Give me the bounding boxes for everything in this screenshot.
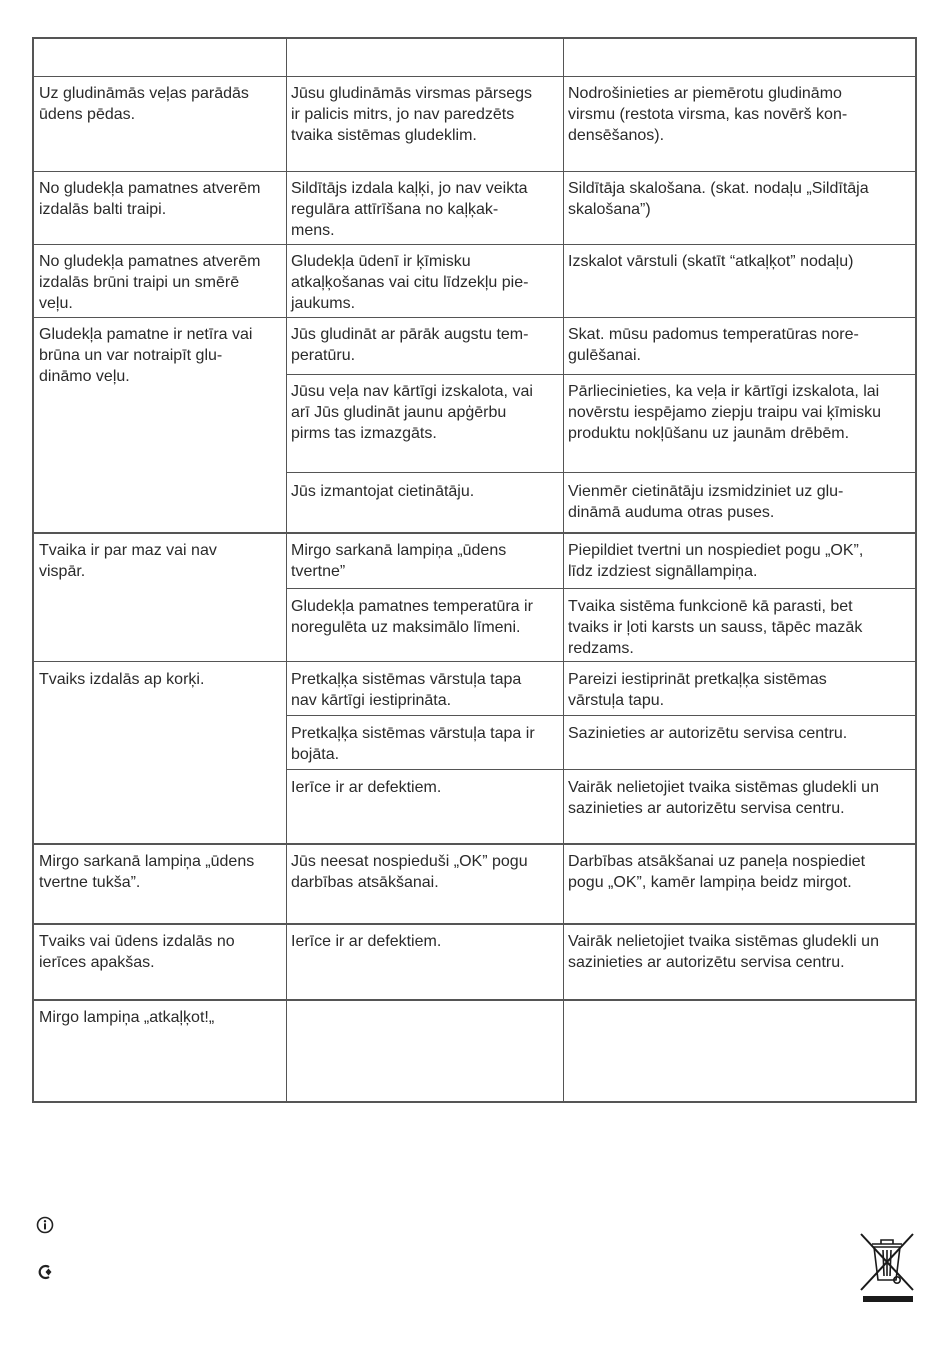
problem-cell: Mirgo sarkanā lampiņa „ūdens tvertne tukša”. <box>39 853 255 891</box>
solution-cell: Izskalot vārstuli (skatīt “atkaļķot” nodaļu) <box>568 253 854 270</box>
solution-cell: Pareizi iestiprināt pretkaļķa sistēmas vārstuļa tapu. <box>568 671 827 709</box>
cause-cell: Jūs gludināt ar pārāk augstu tem- peratūru. <box>291 326 529 364</box>
problem-cell: No gludekļa pamatnes atverēm izdalās brūni traipi un smērē veļu. <box>39 253 261 312</box>
curved-arrow-icon <box>36 1263 54 1281</box>
cause-cell: Ierīce ir ar defektiem. <box>291 779 442 796</box>
solution-cell: Piepildiet tvertni un nospiediet pogu „OK”, līdz izdziest signāllampiņa. <box>568 542 864 580</box>
problem-cell: Tvaiks izdalās ap korķi. <box>39 671 205 688</box>
solution-cell: Skat. mūsu padomus temperatūras nore- gulēšanai. <box>568 326 859 364</box>
subrow-divider <box>286 588 915 589</box>
subrow-divider <box>286 374 915 375</box>
problem-cell: Tvaiks vai ūdens izdalās no ierīces apakšas. <box>39 933 235 971</box>
info-icon <box>36 1216 54 1234</box>
solution-cell: Pārliecinieties, ka veļa ir kārtīgi izskalota, lai novērstu iespējamo ziepju traipu vai ķīmisku produktu nokļūšanu uz jaunām drēbēm. <box>568 383 882 442</box>
cause-cell: Gludekļa ūdenī ir ķīmisku atkaļķošanas vai citu līdzekļu pie- jaukums. <box>291 253 529 312</box>
solution-cell: Sazinieties ar autorizētu servisa centru. <box>568 725 848 742</box>
row-divider <box>34 843 915 845</box>
solution-cell: Darbības atsākšanai uz paneļa nospiediet pogu „OK”, kamēr lampiņa beidz mirgot. <box>568 853 866 891</box>
cause-cell: Ierīce ir ar defektiem. <box>291 933 442 950</box>
subrow-divider <box>286 769 915 770</box>
solution-cell: Sildītāja skalošana. (skat. nodaļu „Sildītāja skalošana”) <box>568 180 869 218</box>
row-divider <box>34 923 915 925</box>
row-divider <box>34 244 915 245</box>
problem-cell: No gludekļa pamatnes atverēm izdalās balti traipi. <box>39 180 261 218</box>
problem-cell: Mirgo lampiņa „atkaļķot!„ <box>39 1009 215 1026</box>
cause-cell: Jūs izmantojat cietinātāju. <box>291 483 475 500</box>
solution-cell: Nodrošinieties ar piemērotu gludināmo virsmu (restota virsma, kas novērš kon- densēšanos). <box>568 85 848 144</box>
solution-cell: Tvaika sistēma funkcionē kā parasti, bet tvaiks ir ļoti karsts un sauss, tāpēc mazāk redzams. <box>568 598 863 657</box>
cause-cell: Gludekļa pamatnes temperatūra ir noregulēta uz maksimālo līmeni. <box>291 598 533 636</box>
troubleshooting-table <box>32 37 917 1103</box>
problem-cell: Uz gludināmās veļas parādās ūdens pēdas. <box>39 85 249 123</box>
cause-cell: Sildītājs izdala kaļķi, jo nav veikta regulāra attīrīšana no kaļķak- mens. <box>291 180 528 239</box>
subrow-divider <box>286 472 915 473</box>
row-divider <box>34 532 915 534</box>
problem-cell: Tvaika ir par maz vai nav vispār. <box>39 542 217 580</box>
solution-cell: Vairāk nelietojiet tvaika sistēmas gludekli un sazinieties ar autorizētu servisa centru. <box>568 933 879 971</box>
column-divider <box>286 39 287 1101</box>
cause-cell: Jūsu veļa nav kārtīgi izskalota, vai arī Jūs gludināt jaunu apģērbu pirms tas izmazgāts. <box>291 383 533 442</box>
cause-cell: Mirgo sarkanā lampiņa „ūdens tvertne” <box>291 542 507 580</box>
problem-cell: Gludekļa pamatne ir netīra vai brūna un var notraipīt glu- dināmo veļu. <box>39 326 253 385</box>
subrow-divider <box>286 715 915 716</box>
solution-cell: Vienmēr cietinātāju izsmidziniet uz glu- dināmā auduma otras puses. <box>568 483 844 521</box>
column-divider <box>563 39 564 1101</box>
row-divider <box>34 317 915 318</box>
cause-cell: Jūsu gludināmās virsmas pārsegs ir palicis mitrs, jo nav paredzēts tvaika sistēmas gludeklim. <box>291 85 532 144</box>
solution-cell: Vairāk nelietojiet tvaika sistēmas gludekli un sazinieties ar autorizētu servisa centru. <box>568 779 879 817</box>
row-divider <box>34 171 915 172</box>
crossed-out-wheelie-bin-icon <box>857 1228 917 1304</box>
cause-cell: Pretkaļķa sistēmas vārstuļa tapa ir bojāta. <box>291 725 535 763</box>
row-divider <box>34 661 915 662</box>
row-divider <box>34 76 915 77</box>
cause-cell: Pretkaļķa sistēmas vārstuļa tapa nav kārtīgi iestiprināta. <box>291 671 522 709</box>
cause-cell: Jūs neesat nospieduši „OK” pogu darbības atsākšanai. <box>291 853 528 891</box>
row-divider <box>34 999 915 1001</box>
